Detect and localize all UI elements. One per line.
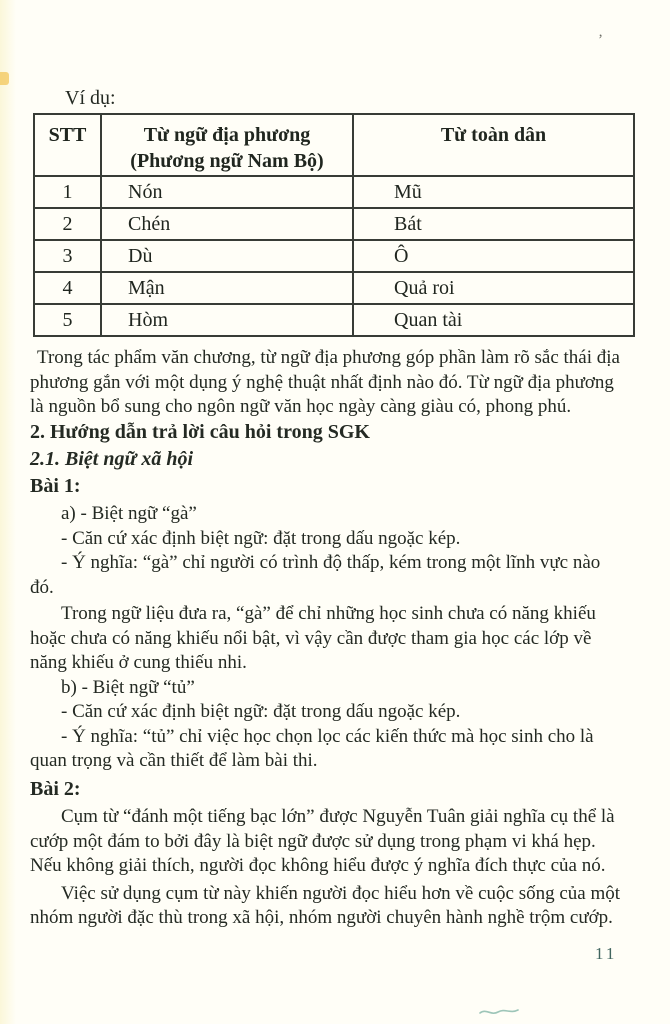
text-line: Trong ngữ liệu đưa ra, “gà” để chỉ những học sinh chưa có năng khiếu	[61, 603, 596, 624]
dialect-words-table	[33, 113, 635, 337]
section-heading: 2. Hướng dẫn trả lời câu hỏi trong SGK	[30, 420, 370, 443]
table-header-local-line2: (Phương ngữ Nam Bộ)	[130, 150, 324, 172]
row-standard-word: Quả roi	[353, 272, 634, 304]
table-header	[34, 114, 634, 176]
text-line: Nếu không giải thích, người đọc không hiểu được ý nghĩa đích thực của nó.	[30, 855, 606, 876]
page-number: 11	[595, 944, 618, 963]
text-line: phương gắn với một dụng ý nghệ thuật nhất định nào đó. Từ ngữ địa phương	[30, 371, 614, 393]
row-standard-word: Quan tài	[353, 304, 634, 336]
table-row	[34, 304, 634, 336]
table-header-local	[101, 114, 353, 176]
table-body	[34, 176, 634, 336]
item-a-meaning	[30, 551, 638, 600]
scan-artifact-squiggle	[478, 1005, 520, 1019]
row-local-word: Dù	[101, 240, 353, 272]
row-standard-word: Bát	[353, 208, 634, 240]
table-row	[34, 176, 634, 208]
row-stt: 5	[34, 304, 101, 336]
text-line: quan trọng và cần thiết để làm bài thi.	[30, 750, 318, 771]
table-row	[34, 272, 634, 304]
row-stt: 1	[34, 176, 101, 208]
item-b-basis: - Căn cứ xác định biệt ngữ: đặt trong dấu ngoặc kép.	[61, 701, 461, 722]
page-edge-tint	[0, 0, 16, 1024]
item-a-basis: - Căn cứ xác định biệt ngữ: đặt trong dấu ngoặc kép.	[61, 527, 461, 549]
row-standard-word: Mũ	[353, 176, 634, 208]
exercise-2-paragraph-2	[30, 882, 638, 931]
subsection-heading: 2.1. Biệt ngữ xã hội	[30, 448, 194, 470]
table-header-row	[34, 114, 634, 176]
row-local-word: Chén	[101, 208, 353, 240]
text-line: Cụm từ “đánh một tiếng bạc lớn” được Nguyễn Tuân giải nghĩa cụ thể là	[61, 806, 615, 827]
text-line: - Ý nghĩa: “gà” chỉ người có trình độ thấp, kém trong một lĩnh vực nào	[61, 552, 601, 573]
exercise-2-paragraph-1	[30, 805, 638, 879]
exercise-2-label: Bài 2:	[30, 777, 81, 800]
table-header-local-line1: Từ ngữ địa phương	[143, 124, 311, 146]
item-a-title: a) - Biệt ngữ “gà”	[61, 503, 197, 524]
row-local-word: Mận	[101, 272, 353, 304]
row-standard-word: Ô	[353, 240, 634, 272]
exercise-1-label: Bài 1:	[30, 474, 81, 497]
row-stt: 3	[34, 240, 101, 272]
table-row	[34, 240, 634, 272]
item-b-meaning	[30, 725, 638, 774]
text-line: Trong tác phẩm văn chương, từ ngữ địa phương góp phần làm rõ sắc thái địa	[37, 347, 620, 368]
item-b-title: b) - Biệt ngữ “tủ”	[61, 676, 195, 698]
text-line: năng khiếu ở cung thiếu nhi.	[30, 652, 247, 673]
text-line: là nguồn bổ sung cho ngôn ngữ văn học ngày càng giàu có, phong phú.	[30, 396, 572, 417]
row-local-word: Nón	[101, 176, 353, 208]
text-line: Việc sử dụng cụm từ này khiến người đọc hiểu hơn về cuộc sống của một	[61, 882, 621, 904]
row-local-word: Hòm	[101, 304, 353, 336]
row-stt: 2	[34, 208, 101, 240]
paragraph-ga	[30, 602, 638, 676]
example-label: Ví dụ:	[65, 87, 116, 109]
text-line: hoặc chưa có năng khiếu nổi bật, vì vậy cần được tham gia học các lớp về	[30, 627, 592, 649]
row-stt: 4	[34, 272, 101, 304]
page-content	[30, 84, 638, 931]
text-line: cướp một đám to bởi đây là biệt ngữ được sử dụng trong phạm vi khá hẹp.	[30, 830, 596, 852]
intro-paragraph	[30, 346, 638, 420]
table-header-standard: Từ toàn dân	[353, 114, 634, 176]
scan-smudge	[0, 72, 9, 85]
text-line: nhóm người đặc thù trong xã hội, nhóm người chuyên hành nghề trộm cướp.	[30, 907, 613, 928]
corner-apostrophe-mark: ’	[598, 32, 603, 48]
table-header-stt: STT	[34, 114, 101, 176]
text-line: - Ý nghĩa: “tủ” chỉ việc học chọn lọc các kiến thức mà học sinh cho là	[61, 725, 594, 747]
text-line: đó.	[30, 576, 54, 598]
table-row	[34, 208, 634, 240]
